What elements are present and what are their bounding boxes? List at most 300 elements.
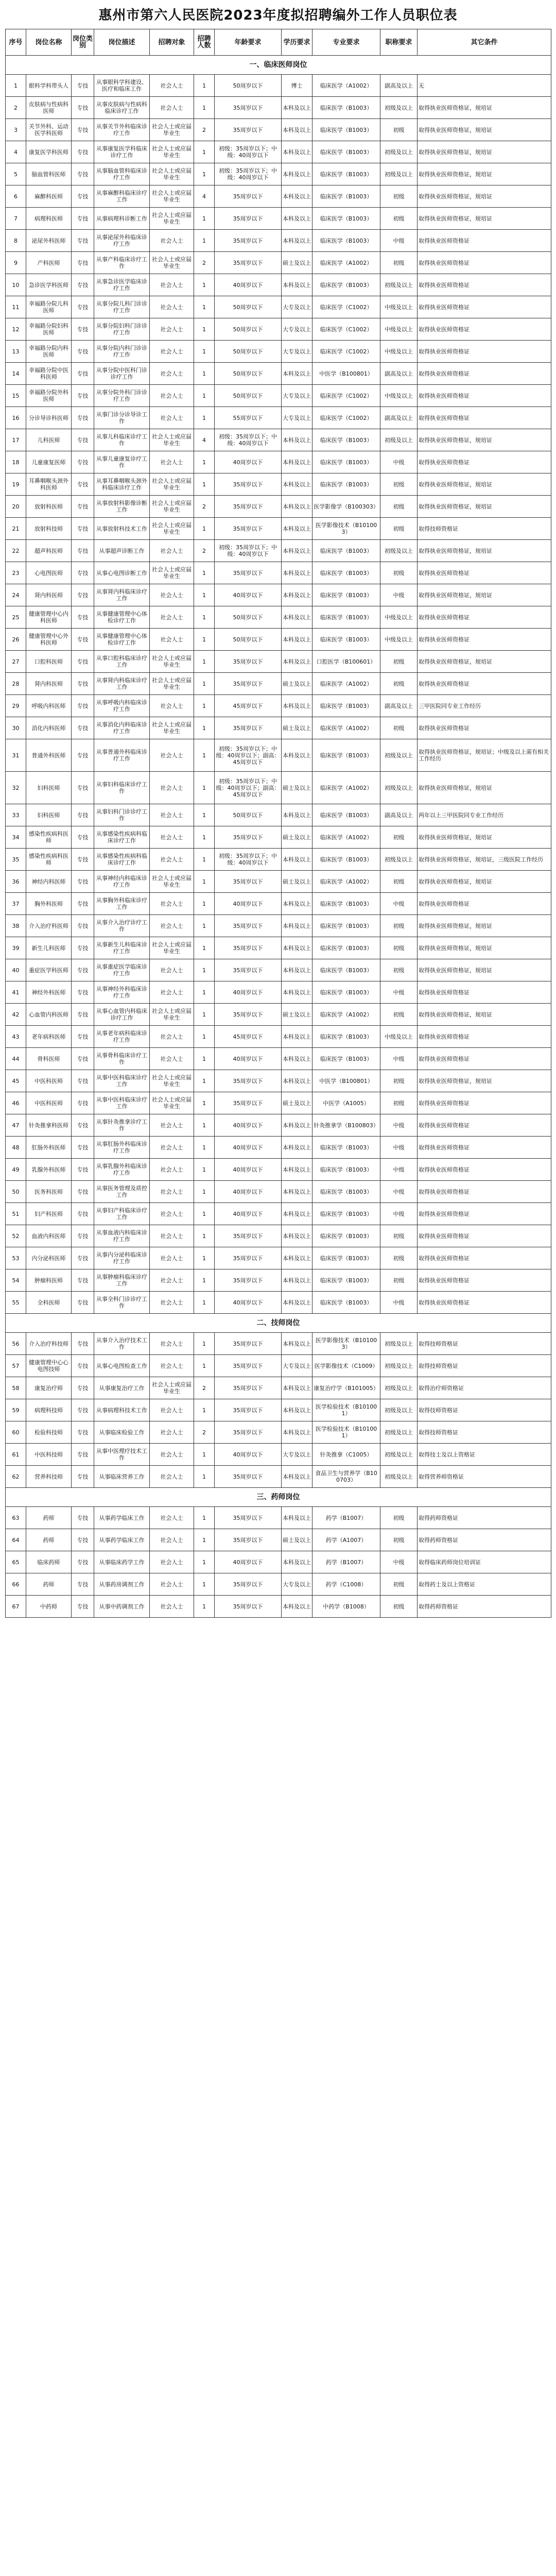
cell-education: 本科及以上 <box>282 1070 312 1092</box>
cell-target: 社会人士 <box>150 1269 194 1292</box>
cell-category: 专技 <box>72 1596 94 1618</box>
cell-index: 1 <box>6 75 26 97</box>
cell-age: 初级：35周岁以下；中级：40周岁以下 <box>215 141 282 163</box>
cell-index: 23 <box>6 562 26 584</box>
column-header: 学历要求 <box>282 29 312 56</box>
table-row <box>6 318 551 341</box>
cell-category: 专技 <box>72 1269 94 1292</box>
cell-age: 35周岁以下 <box>215 185 282 208</box>
cell-position: 中医科技师 <box>26 1444 72 1466</box>
cell-index: 11 <box>6 296 26 318</box>
cell-description: 从事全科门诊诊疗工作 <box>94 1292 150 1314</box>
cell-education: 硕士及以上 <box>282 252 312 274</box>
cell-education: 本科及以上 <box>282 1292 312 1314</box>
cell-age: 40周岁以下 <box>215 274 282 296</box>
cell-position: 眼科学科带头人 <box>26 75 72 97</box>
cell-conditions: 取得技师资格证 <box>418 1333 551 1355</box>
cell-target: 社会人士 <box>150 1114 194 1137</box>
cell-index: 43 <box>6 1026 26 1048</box>
cell-conditions: 取得执业医师资格证 <box>418 274 551 296</box>
cell-count: 1 <box>194 562 215 584</box>
cell-target: 社会人士 <box>150 1137 194 1159</box>
cell-category: 专技 <box>72 1026 94 1048</box>
cell-conditions: 取得执业医师资格证，规培证 <box>418 496 551 518</box>
table-row <box>6 849 551 871</box>
cell-conditions: 取得执业医师资格证 <box>418 1247 551 1269</box>
cell-category: 专技 <box>72 1421 94 1444</box>
cell-major: 药学（B1007） <box>312 1551 380 1573</box>
cell-position: 健康管理中心外科医师 <box>26 629 72 651</box>
cell-title: 中级及以上 <box>380 318 418 341</box>
cell-description: 从事针灸推拿诊疗工作 <box>94 1114 150 1137</box>
cell-position: 放射科医师 <box>26 496 72 518</box>
cell-category: 专技 <box>72 826 94 849</box>
cell-major: 临床医学（B1003） <box>312 981 380 1004</box>
cell-conditions: 取得临床药师岗位培训证 <box>418 1551 551 1573</box>
table-row <box>6 141 551 163</box>
cell-major: 临床医学（B1003） <box>312 1203 380 1225</box>
table-row <box>6 1114 551 1137</box>
cell-major: 医学影像技术（B101003） <box>312 518 380 540</box>
cell-index: 56 <box>6 1333 26 1355</box>
cell-major: 医学影像技术（C1009） <box>312 1355 380 1377</box>
cell-position: 药师 <box>26 1573 72 1596</box>
cell-education: 大专及以上 <box>282 318 312 341</box>
cell-count: 1 <box>194 1159 215 1181</box>
cell-conditions: 取得执业医师资格证 <box>418 407 551 429</box>
cell-category: 专技 <box>72 363 94 385</box>
cell-education: 本科及以上 <box>282 163 312 185</box>
cell-description: 从事脑血管科临床诊疗工作 <box>94 163 150 185</box>
cell-conditions: 取得执业医师资格证，规培证 <box>418 772 551 804</box>
cell-major: 临床医学（B1003） <box>312 429 380 451</box>
cell-age: 35周岁以下 <box>215 1421 282 1444</box>
cell-position: 消化内科医师 <box>26 717 72 739</box>
cell-target: 社会人士 <box>150 1573 194 1596</box>
cell-position: 妇科医师 <box>26 772 72 804</box>
cell-age: 35周岁以下 <box>215 518 282 540</box>
cell-count: 1 <box>194 695 215 717</box>
cell-position: 针灸推拿科医师 <box>26 1114 72 1137</box>
cell-title: 初级及以上 <box>380 540 418 562</box>
cell-title: 中级 <box>380 584 418 606</box>
cell-age: 40周岁以下 <box>215 893 282 915</box>
cell-major: 临床医学（B1003） <box>312 119 380 141</box>
cell-major: 临床医学（B1003） <box>312 584 380 606</box>
cell-count: 1 <box>194 274 215 296</box>
cell-major: 针灸推拿（C1005） <box>312 1444 380 1466</box>
cell-index: 31 <box>6 739 26 772</box>
cell-education: 本科及以上 <box>282 695 312 717</box>
cell-position: 血液内科医师 <box>26 1225 72 1247</box>
cell-title: 中级 <box>380 1292 418 1314</box>
cell-count: 1 <box>194 1333 215 1355</box>
cell-position: 妇科医师 <box>26 804 72 826</box>
cell-count: 1 <box>194 1466 215 1488</box>
cell-target: 社会人士 <box>150 407 194 429</box>
cell-age: 40周岁以下 <box>215 1159 282 1181</box>
table-row <box>6 385 551 407</box>
cell-age: 40周岁以下 <box>215 451 282 473</box>
cell-count: 1 <box>194 584 215 606</box>
cell-index: 13 <box>6 341 26 363</box>
cell-count: 1 <box>194 1355 215 1377</box>
cell-category: 专技 <box>72 1444 94 1466</box>
cell-education: 本科及以上 <box>282 849 312 871</box>
cell-description: 从事眼科学科建设、医疗和临床工作 <box>94 75 150 97</box>
cell-target: 社会人士 <box>150 606 194 629</box>
cell-major: 中医学（B100801） <box>312 1070 380 1092</box>
cell-conditions: 取得执业医师资格证 <box>418 296 551 318</box>
cell-conditions: 取得执业医师资格证 <box>418 1225 551 1247</box>
cell-category: 专技 <box>72 695 94 717</box>
cell-age: 初级：35周岁以下；中级：40周岁以下 <box>215 540 282 562</box>
cell-count: 1 <box>194 518 215 540</box>
cell-education: 本科及以上 <box>282 1225 312 1247</box>
cell-description: 从事感染性疾病科临床诊疗工作 <box>94 849 150 871</box>
cell-conditions: 取得执业医师资格证，规培证 <box>418 959 551 981</box>
cell-title: 初级 <box>380 673 418 695</box>
cell-position: 新生儿科医师 <box>26 937 72 959</box>
cell-index: 50 <box>6 1181 26 1203</box>
cell-education: 本科及以上 <box>282 429 312 451</box>
cell-description: 从事分院外科门诊诊疗工作 <box>94 385 150 407</box>
table-row <box>6 1399 551 1421</box>
cell-conditions: 取得执业医师资格证，规培证 <box>418 141 551 163</box>
table-row <box>6 981 551 1004</box>
cell-education: 大专及以上 <box>282 296 312 318</box>
cell-position: 麻醉科医师 <box>26 185 72 208</box>
cell-category: 专技 <box>72 1399 94 1421</box>
cell-category: 专技 <box>72 451 94 473</box>
cell-description: 从事医务管理及质控工作 <box>94 1181 150 1203</box>
cell-index: 12 <box>6 318 26 341</box>
cell-index: 55 <box>6 1292 26 1314</box>
cell-major: 中医学（A1005） <box>312 1092 380 1114</box>
cell-conditions: 取得执业医师资格证 <box>418 1137 551 1159</box>
table-row <box>6 826 551 849</box>
cell-position: 分诊导诊科医师 <box>26 407 72 429</box>
cell-description: 从事心电图诊断工作 <box>94 562 150 584</box>
cell-age: 40周岁以下 <box>215 1181 282 1203</box>
cell-target: 社会人士 <box>150 893 194 915</box>
cell-target: 社会人士 <box>150 981 194 1004</box>
cell-count: 1 <box>194 318 215 341</box>
cell-education: 本科及以上 <box>282 185 312 208</box>
cell-title: 初级 <box>380 1092 418 1114</box>
cell-count: 1 <box>194 717 215 739</box>
cell-target: 社会人士或应届毕业生 <box>150 1092 194 1114</box>
cell-description: 从事分院中医科门诊诊疗工作 <box>94 363 150 385</box>
table-row <box>6 1004 551 1026</box>
cell-position: 幸福路分院妇科医师 <box>26 318 72 341</box>
cell-index: 22 <box>6 540 26 562</box>
table-row <box>6 606 551 629</box>
cell-title: 初级 <box>380 959 418 981</box>
cell-major: 口腔医学（B100601） <box>312 651 380 673</box>
cell-title: 中级及以上 <box>380 606 418 629</box>
cell-title: 初级 <box>380 717 418 739</box>
cell-conditions: 取得执业医师资格证，规培证 <box>418 651 551 673</box>
cell-category: 专技 <box>72 1048 94 1070</box>
cell-index: 32 <box>6 772 26 804</box>
cell-title: 初级及以上 <box>380 1399 418 1421</box>
cell-age: 初级：35周岁以下；中级：40周岁以下；副高：45周岁以下 <box>215 739 282 772</box>
cell-conditions: 三甲医院同专业工作经历 <box>418 695 551 717</box>
cell-title: 中级 <box>380 981 418 1004</box>
cell-major: 临床医学（A1002） <box>312 673 380 695</box>
cell-position: 中医科医师 <box>26 1092 72 1114</box>
cell-age: 40周岁以下 <box>215 584 282 606</box>
cell-count: 2 <box>194 252 215 274</box>
cell-count: 1 <box>194 208 215 230</box>
cell-category: 专技 <box>72 1203 94 1225</box>
cell-title: 中级及以上 <box>380 1026 418 1048</box>
cell-target: 社会人士 <box>150 230 194 252</box>
cell-count: 1 <box>194 871 215 893</box>
cell-count: 2 <box>194 540 215 562</box>
cell-index: 45 <box>6 1070 26 1092</box>
cell-position: 感染性疾病科医师 <box>26 849 72 871</box>
cell-category: 专技 <box>72 651 94 673</box>
table-row <box>6 230 551 252</box>
cell-age: 50周岁以下 <box>215 75 282 97</box>
cell-conditions: 取得执业医师资格证 <box>418 606 551 629</box>
cell-position: 关节外科、运动医学科医师 <box>26 119 72 141</box>
cell-target: 社会人士 <box>150 363 194 385</box>
cell-education: 本科及以上 <box>282 739 312 772</box>
cell-conditions: 取得执业医师资格证 <box>418 1292 551 1314</box>
cell-major: 临床医学（B1003） <box>312 1247 380 1269</box>
cell-age: 35周岁以下 <box>215 562 282 584</box>
cell-position: 心电图医师 <box>26 562 72 584</box>
cell-target: 社会人士 <box>150 1203 194 1225</box>
cell-conditions: 取得执业医师资格证，规培证，三级医院工作经历 <box>418 849 551 871</box>
cell-count: 1 <box>194 849 215 871</box>
cell-education: 本科及以上 <box>282 1114 312 1137</box>
table-row <box>6 296 551 318</box>
cell-position: 乳腺外科医师 <box>26 1159 72 1181</box>
column-header: 序号 <box>6 29 26 56</box>
cell-category: 专技 <box>72 407 94 429</box>
cell-count: 1 <box>194 296 215 318</box>
cell-index: 27 <box>6 651 26 673</box>
cell-major: 临床医学（B1003） <box>312 695 380 717</box>
cell-index: 34 <box>6 826 26 849</box>
cell-target: 社会人士 <box>150 1247 194 1269</box>
cell-count: 1 <box>194 1507 215 1529</box>
cell-title: 初级 <box>380 496 418 518</box>
cell-conditions: 取得执业医师资格证，规培证 <box>418 163 551 185</box>
cell-education: 本科及以上 <box>282 562 312 584</box>
cell-education: 本科及以上 <box>282 518 312 540</box>
cell-conditions: 两年以上三甲医院同专业工作经历 <box>418 804 551 826</box>
cell-conditions: 取得技师资格证 <box>418 1399 551 1421</box>
table-row <box>6 1355 551 1377</box>
cell-target: 社会人士 <box>150 849 194 871</box>
cell-title: 初级 <box>380 826 418 849</box>
cell-target: 社会人士 <box>150 1355 194 1377</box>
table-row <box>6 1225 551 1247</box>
cell-description: 从事骨科临床诊疗工作 <box>94 1048 150 1070</box>
cell-description: 从事血液内科临床诊疗工作 <box>94 1225 150 1247</box>
cell-index: 8 <box>6 230 26 252</box>
cell-conditions: 取得执业医师资格证，规培证 <box>418 185 551 208</box>
cell-target: 社会人士 <box>150 97 194 119</box>
cell-age: 初级：35周岁以下；中级：40周岁以下 <box>215 849 282 871</box>
table-row <box>6 1573 551 1596</box>
cell-age: 35周岁以下 <box>215 673 282 695</box>
cell-age: 35周岁以下 <box>215 208 282 230</box>
cell-position: 皮肤病与性病科医师 <box>26 97 72 119</box>
cell-position: 病理科技师 <box>26 1399 72 1421</box>
cell-age: 50周岁以下 <box>215 341 282 363</box>
cell-title: 初级 <box>380 1596 418 1618</box>
cell-title: 初级 <box>380 1070 418 1092</box>
cell-target: 社会人士 <box>150 75 194 97</box>
column-header: 招聘人数 <box>194 29 215 56</box>
cell-target: 社会人士 <box>150 1399 194 1421</box>
cell-category: 专技 <box>72 208 94 230</box>
cell-conditions: 取得执业医师资格证 <box>418 673 551 695</box>
cell-position: 临床药师 <box>26 1551 72 1573</box>
table-row <box>6 208 551 230</box>
cell-conditions: 取得执业医师资格证 <box>418 252 551 274</box>
cell-index: 2 <box>6 97 26 119</box>
cell-description: 从事口腔科临床诊疗工作 <box>94 651 150 673</box>
cell-target: 社会人士 <box>150 629 194 651</box>
cell-target: 社会人士或应届毕业生 <box>150 717 194 739</box>
cell-count: 1 <box>194 1026 215 1048</box>
cell-position: 神经外科医师 <box>26 981 72 1004</box>
cell-major: 医学影像技术（B101003） <box>312 1333 380 1355</box>
cell-position: 神经内科医师 <box>26 871 72 893</box>
cell-education: 本科及以上 <box>282 1026 312 1048</box>
cell-position: 急诊医学科医师 <box>26 274 72 296</box>
cell-position: 药师 <box>26 1507 72 1529</box>
cell-education: 本科及以上 <box>282 1551 312 1573</box>
cell-conditions: 取得执业医师资格证 <box>418 385 551 407</box>
cell-description: 从事临床检验工作 <box>94 1421 150 1444</box>
cell-target: 社会人士或应届毕业生 <box>150 473 194 496</box>
cell-category: 专技 <box>72 673 94 695</box>
cell-count: 1 <box>194 1092 215 1114</box>
cell-age: 55周岁以下 <box>215 407 282 429</box>
cell-conditions: 取得执业医师资格证，规培证 <box>418 540 551 562</box>
cell-major: 临床医学（B1003） <box>312 629 380 651</box>
cell-category: 专技 <box>72 1573 94 1596</box>
cell-category: 专技 <box>72 584 94 606</box>
cell-major: 医学检验技术（B101001） <box>312 1399 380 1421</box>
cell-conditions: 取得执业医师资格证 <box>418 451 551 473</box>
cell-index: 15 <box>6 385 26 407</box>
cell-index: 5 <box>6 163 26 185</box>
cell-index: 39 <box>6 937 26 959</box>
cell-count: 1 <box>194 739 215 772</box>
cell-age: 35周岁以下 <box>215 937 282 959</box>
table-row <box>6 893 551 915</box>
table-row <box>6 1092 551 1114</box>
cell-conditions: 取得执业医师资格证 <box>418 341 551 363</box>
table-row <box>6 772 551 804</box>
cell-position: 普通外科医师 <box>26 739 72 772</box>
cell-education: 大专及以上 <box>282 385 312 407</box>
table-row <box>6 717 551 739</box>
cell-conditions: 取得执业医师资格证 <box>418 1269 551 1292</box>
cell-category: 专技 <box>72 717 94 739</box>
cell-major: 临床医学（B1003） <box>312 893 380 915</box>
cell-count: 1 <box>194 363 215 385</box>
cell-description: 从事关节外科临床诊疗工作 <box>94 119 150 141</box>
cell-count: 1 <box>194 473 215 496</box>
cell-age: 35周岁以下 <box>215 826 282 849</box>
cell-conditions: 取得执业医师资格证 <box>418 230 551 252</box>
table-row <box>6 473 551 496</box>
cell-age: 50周岁以下 <box>215 385 282 407</box>
cell-title: 初级及以上 <box>380 141 418 163</box>
cell-count: 4 <box>194 185 215 208</box>
cell-target: 社会人士或应届毕业生 <box>150 208 194 230</box>
cell-count: 1 <box>194 1114 215 1137</box>
cell-category: 专技 <box>72 606 94 629</box>
cell-index: 35 <box>6 849 26 871</box>
cell-title: 初级 <box>380 915 418 937</box>
cell-category: 专技 <box>72 429 94 451</box>
cell-index: 40 <box>6 959 26 981</box>
cell-description: 从事药学临床工作 <box>94 1529 150 1551</box>
cell-target: 社会人士 <box>150 341 194 363</box>
cell-count: 1 <box>194 893 215 915</box>
cell-target: 社会人士或应届毕业生 <box>150 937 194 959</box>
cell-education: 硕士及以上 <box>282 772 312 804</box>
cell-category: 专技 <box>72 871 94 893</box>
table-row <box>6 1377 551 1399</box>
cell-category: 专技 <box>72 1507 94 1529</box>
cell-education: 本科及以上 <box>282 230 312 252</box>
cell-major: 食品卫生与营养学（B100703） <box>312 1466 380 1488</box>
cell-education: 本科及以上 <box>282 141 312 163</box>
cell-description: 从事内分泌科临床诊疗工作 <box>94 1247 150 1269</box>
cell-position: 脑血管科医师 <box>26 163 72 185</box>
cell-target: 社会人士 <box>150 826 194 849</box>
cell-index: 60 <box>6 1421 26 1444</box>
cell-category: 专技 <box>72 1377 94 1399</box>
cell-title: 中级 <box>380 1114 418 1137</box>
cell-conditions: 取得执业医师资格证 <box>418 1159 551 1181</box>
cell-category: 专技 <box>72 1292 94 1314</box>
cell-major: 药学（C1008） <box>312 1573 380 1596</box>
table-row <box>6 518 551 540</box>
cell-count: 1 <box>194 959 215 981</box>
cell-target: 社会人士 <box>150 296 194 318</box>
cell-major: 临床医学（A1002） <box>312 826 380 849</box>
cell-age: 50周岁以下 <box>215 804 282 826</box>
cell-title: 中级 <box>380 230 418 252</box>
cell-position: 耳鼻咽喉头颈外科医师 <box>26 473 72 496</box>
cell-category: 专技 <box>72 540 94 562</box>
table-row <box>6 341 551 363</box>
cell-conditions: 取得药师资格证 <box>418 1507 551 1529</box>
cell-category: 专技 <box>72 230 94 252</box>
cell-age: 35周岁以下 <box>215 97 282 119</box>
cell-conditions: 无 <box>418 75 551 97</box>
cell-title: 中级 <box>380 1048 418 1070</box>
cell-index: 37 <box>6 893 26 915</box>
section-title: 一、临床医师岗位 <box>6 56 551 75</box>
cell-education: 本科及以上 <box>282 893 312 915</box>
cell-category: 专技 <box>72 915 94 937</box>
cell-count: 1 <box>194 1137 215 1159</box>
